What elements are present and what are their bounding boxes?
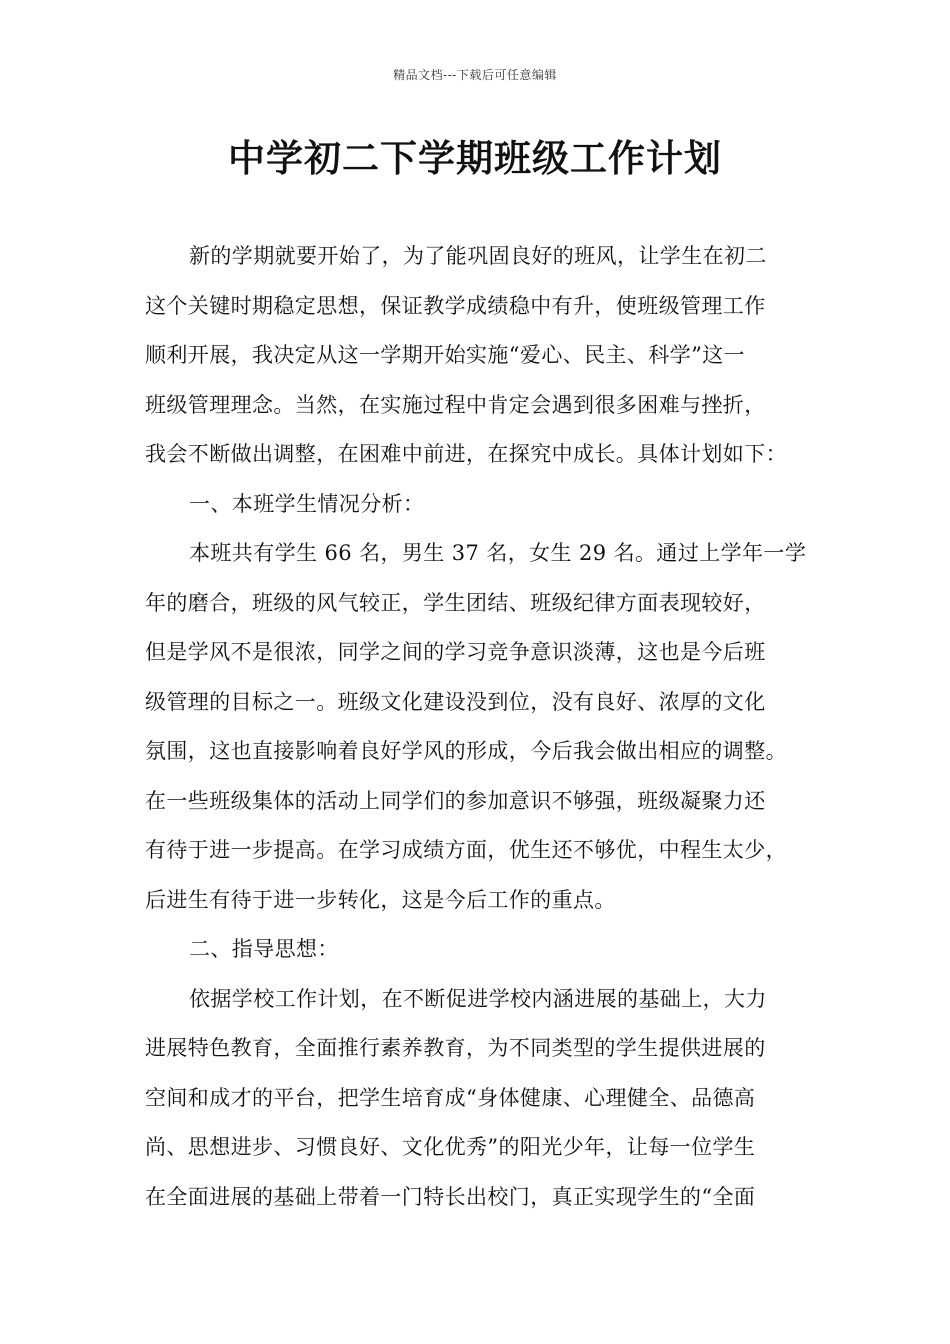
section-heading: 二、指导思想： xyxy=(189,937,339,961)
document-body xyxy=(145,232,817,1222)
text-line: 新的学期就要开始了，为了能巩固良好的班风，让学生在初二 xyxy=(189,244,767,268)
text-line: 在全面进展的基础上带着一门特长出校门，真正实现学生的“全面 xyxy=(145,1184,756,1209)
text-line: 氛围，这也直接影响着良好学风的形成，今后我会做出相应的调整。 xyxy=(145,739,787,763)
text-line: 我会不断做出调整，在困难中前进，在探究中成长。具体计划如下： xyxy=(145,442,787,466)
text-line: 班级管理理念。当然，在实施过程中肯定会遇到很多困难与挫折， xyxy=(145,392,766,417)
header-note: 精品文档---下载后可任意编辑 xyxy=(393,68,557,82)
text-line: 有待于进一步提高。在学习成绩方面，优生还不够优，中程生太少， xyxy=(145,838,787,862)
text-line: 尚、思想进步、习惯良好、文化优秀”的阳光少年，让每一位学生 xyxy=(145,1135,756,1159)
text-line: 顺利开展，我决定从这一学期开始实施“爱心、民主、科学”这一 xyxy=(145,343,746,367)
text-line: 本班共有学生 66 名，男生 37 名，女生 29 名。通过上学年一学 xyxy=(189,541,807,565)
text-line: 年的磨合，班级的风气较正，学生团结、班级纪律方面表现较好， xyxy=(145,590,766,615)
text-line: 后进生有待于进一步转化，这是今后工作的重点。 xyxy=(145,887,616,912)
section-heading: 一、本班学生情况分析： xyxy=(189,491,425,516)
text-line: 空间和成才的平台，把学生培育成“身体健康、心理健全、品德高 xyxy=(145,1085,756,1110)
text-line: 在一些班级集体的活动上同学们的参加意识不够强，班级凝聚力还 xyxy=(145,788,766,813)
text-line: 但是学风不是很浓，同学之间的学习竞争意识淡薄，这也是今后班 xyxy=(145,640,766,664)
text-line: 进展特色教育，全面推行素养教育，为不同类型的学生提供进展的 xyxy=(145,1036,766,1060)
text-line: 级管理的目标之一。班级文化建设没到位，没有良好、浓厚的文化 xyxy=(145,689,766,714)
text-line: 依据学校工作计划，在不断促进学校内涵进展的基础上，大力 xyxy=(189,986,767,1011)
text-line: 这个关键时期稳定思想，保证教学成绩稳中有升，使班级管理工作 xyxy=(145,293,766,318)
document-title: 中学初二下学期班级工作计划 xyxy=(228,137,722,180)
